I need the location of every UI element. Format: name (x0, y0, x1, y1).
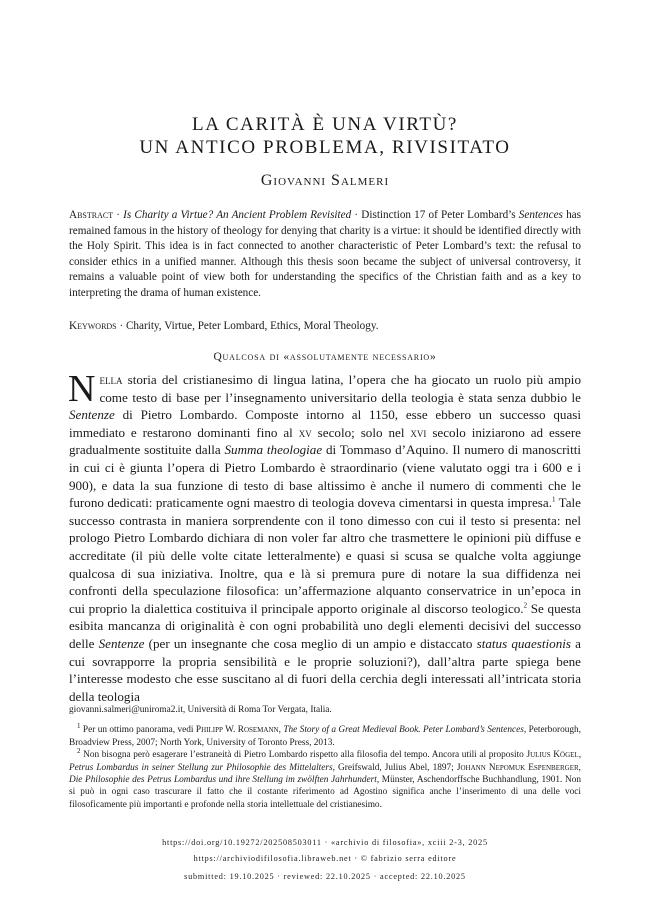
body-p2: di Pietro Lombardo. Composte intorno al 1150, esse ebbero un successo quasi immediato e restarono dominanti fino al (69, 407, 581, 440)
keywords: Keywords · Charity, Virtue, Peter Lombard, Ethics, Moral Theology. (69, 320, 379, 332)
fn2-author1: Julius Kögel (526, 750, 579, 761)
fn2-a: Non bisogna però esagerare l’estraneità di Pietro Lombardo rispetto alla filosofia del tempo. Ancora utili al proposito (80, 750, 527, 761)
fn2-e: , Münster, Aschendorffsche Buchhandlung, 1901. Non si può in ogni caso trascurare il fatto che il costante riferimento ad Agostino significa anche l’inserimento di una delle voci filosoficamente più importanti e profonde nella storia intellettuale del cristianesimo. (69, 775, 582, 810)
section-heading: Qualcosa di «assolutamente necessario» (213, 351, 437, 363)
century-xvi: xvi (410, 424, 427, 440)
body-p9: a cui sovrapporre la propria sensibilità e le proprie soluzioni?), dall’altra parte spiega bene l’interesse modesto che esse suscitano al di fuori della cerchia degli interessati all’intricata storia della teologia (69, 635, 581, 704)
drop-cap: N (68, 368, 96, 410)
footnote-1-num: 1 (77, 722, 81, 731)
keywords-label: Keywords (69, 320, 117, 332)
body-status-quaestionis: status quaestionis (476, 635, 571, 651)
fn1-c: , Peterborough, Broadview Press, 2007; North York, University of Toronto Press, 2013. (69, 725, 581, 748)
fn2-b: , (578, 750, 582, 761)
footnote-2 (69, 749, 581, 811)
body-sentenze-2: Sentenze (98, 635, 145, 651)
fn2-c: , Greifswald, Julius Abel, 1897; (332, 762, 457, 773)
abstract-text-b: has remained famous in the history of theology for denying that charity is a virtue: it should be identified directly with the Holy Spirit. This idea is in fact connected to another characteristic of Peter Lombard’s text: the refusal to consider ethics in a unified manner. Although this thesis soon became the subject of universal controversy, it remains a valuable point of view both for understanding the specifics of the Christian faith and as a key to interpreting the drama of human existence. (69, 209, 581, 299)
body-p1: storia del cristianesimo di lingua latina, l’opera che ha giocato un ruolo più ampio come testo di base per l’insegnamento universitario della teologia è stata senza dubbio le (99, 372, 581, 405)
lead-word: ella (99, 372, 123, 387)
body-summa: Summa theologiae (224, 442, 323, 458)
author-name: Giovanni Salmeri (260, 172, 390, 189)
author-email[interactable]: giovanni.salmeri@uniroma2.it, Università di Roma Tor Vergata, Italia. (69, 705, 332, 715)
article-title-line1: LA CARITÀ È UNA VIRTÙ? (192, 114, 458, 135)
abstract-sentences: Sentences (518, 209, 563, 221)
footnotes (69, 704, 581, 811)
abstract-text-a: Distinction 17 of Peter Lombard’s (361, 209, 519, 221)
footer-doi-line[interactable]: https://doi.org/10.19272/202508503011 · «archivio di filosofia», xciii 2-3, 2025 (162, 838, 488, 847)
abstract-label: Abstract (69, 209, 114, 221)
fn2-title2: Die Philosophie des Petrus Lombardus und ihre Stellung im zwölften Jahrhundert (69, 775, 377, 786)
fn1-title: The Story of a Great Medieval Book. Peter Lombard’s Sentences (283, 725, 524, 736)
abstract: Abstract · Is Charity a Virtue? An Ancient Problem Revisited · Distinction 17 of Peter Lombard’s Sentences has remained famous in the history of theology for denying that charity is a virtue: it should be identified directly with the Holy Spirit. This idea is in fact connected to another characteristic of Peter Lombard’s text: the refusal to consider ethics in a unified manner. Although this thesis soon became the subject of universal controversy, it remains a valuable point of view both for understanding the specifics of the Christian faith and as a key to interpreting the drama of human existence. (69, 209, 581, 299)
abstract-title: Is Charity a Virtue? An Ancient Problem Revisited (123, 209, 352, 221)
footnote-ref-1[interactable]: 1 (551, 495, 556, 504)
keywords-text: Charity, Virtue, Peter Lombard, Ethics, Moral Theology. (125, 320, 379, 332)
century-xv: xv (298, 424, 312, 440)
body-p3: secolo; solo nel (311, 424, 411, 440)
body-sentenze-1: Sentenze (69, 407, 115, 423)
body-p7: Se questa esibita mancanza di originalità è con ogni probabilità uno degli elementi decisivi del successo delle (69, 600, 581, 651)
footnote-2-num: 2 (77, 747, 81, 756)
body-p6: Tale successo contrasta in maniera sorprendente con il tono dimesso con cui il testo si presenta: nel prologo Pietro Lombardo dichiara di non voler far altro che trasmettere le opinioni più diffuse e accreditate (il più delle volte citate letteralmente) e quasi si scusa se qualche volta aggiunge qualcosa di sua iniziativa. Inoltre, qua e là si premura pure di notare la sua diffidenza nei confronti della speculazione filosofica: un’affermazione alquanto conservatrice in un’epoca in cui proprio la dialettica costituiva il principale apporto originale al discorso teologico. (69, 495, 581, 616)
body-p5: di Tommaso d’Aquino. Il numero di manoscritti in cui ci è giunta l’opera di Pietro Lombardo è straordinario (viene valutato oggi tra i 600 e i 900), e data la sua funzione di testo di base altissimo è anche il numero di commenti che le furono dedicati: praticamente ogni maestro di teologia doveva cimentarsi in questa impresa. (69, 442, 581, 511)
fn2-d: , (578, 762, 581, 773)
footnote-1 (69, 724, 581, 749)
fn2-title1: Petrus Lombardus in seiner Stellung zur Philosophie des Mittelalters (69, 762, 333, 773)
body-p8: (per un insegnante che cosa meglio di un ampio e distaccato (144, 635, 477, 651)
article-title-line2: UN ANTICO PROBLEMA, RIVISITATO (139, 137, 511, 158)
fn1-b: , (278, 725, 284, 736)
footnote-ref-2[interactable]: 2 (523, 601, 528, 610)
footer-dates-line: submitted: 19.10.2025 · reviewed: 22.10.2025 · accepted: 22.10.2025 (184, 872, 466, 881)
footer-publisher-line[interactable]: https://archiviodifilosofia.libraweb.net · © fabrizio serra editore (193, 854, 457, 863)
fn1-author: Philipp W. Rosemann (195, 725, 279, 736)
body-text (68, 368, 581, 705)
fn2-author2: Johann Nepomuk Espenberger (456, 762, 579, 773)
body-p4: secolo iniziarono ad essere gradualmente sostituite dalla (69, 424, 581, 458)
fn1-a: Per un ottimo panorama, vedi (80, 725, 196, 736)
